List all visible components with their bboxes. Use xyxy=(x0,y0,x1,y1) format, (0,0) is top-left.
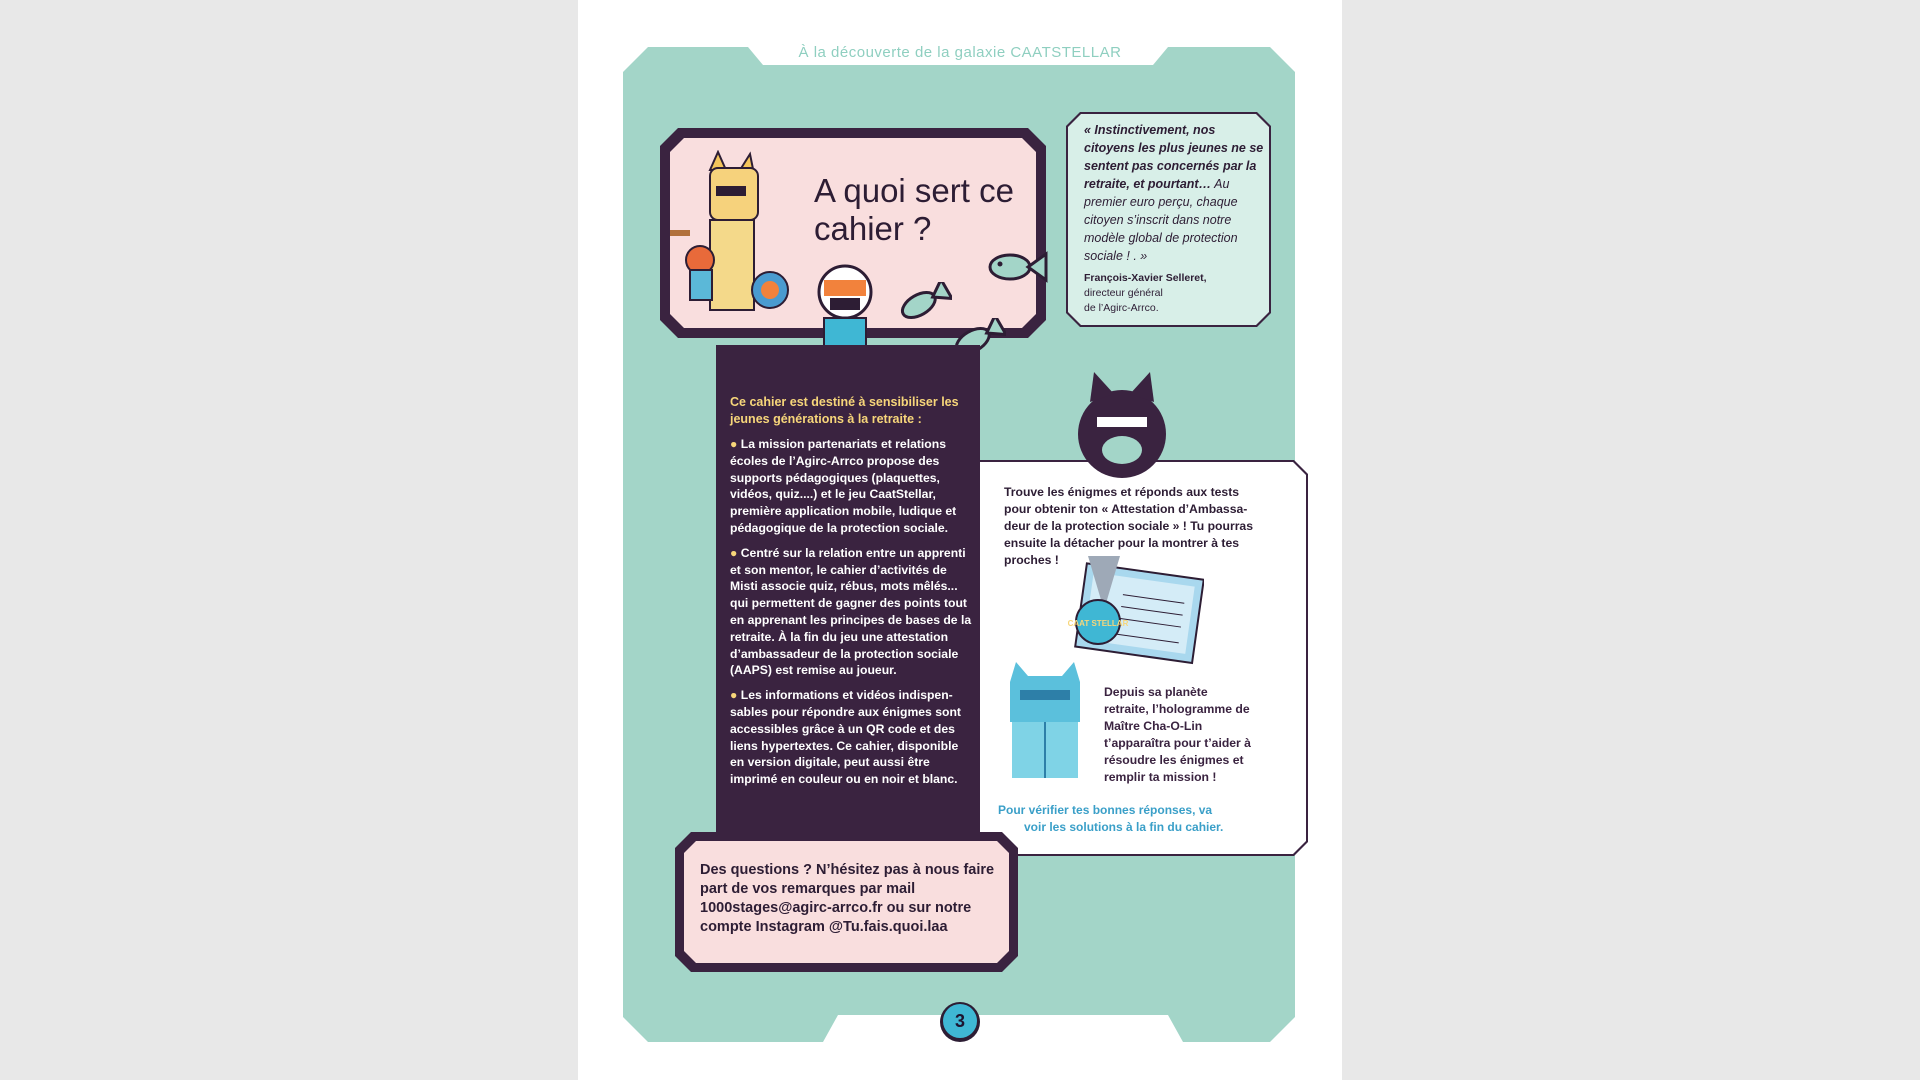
cat-with-glasses-icon xyxy=(1072,372,1172,482)
bullet-dot-icon: ● xyxy=(730,688,741,703)
column-intro: Ce cahier est destiné à sensibiliser les jeunes générations à la retraite : xyxy=(730,395,959,426)
bullet-dot-icon: ● xyxy=(730,437,741,451)
list-item: ● La mission partenariats et relations écoles de l’Agirc-Arrco propose des supports pédagogiques (plaquettes, vidéos, quiz....) et le jeu CaatStellar, première application mobile, ludique et pédagogique de la protection sociale. xyxy=(730,437,957,535)
quote-bold-part: « Instinctivement, nos citoyens les plus jeunes ne se sentent pas concernés par la retraite, et pourtant… xyxy=(1084,123,1264,191)
quote-text xyxy=(1084,121,1264,265)
fish-icon xyxy=(896,282,952,322)
page-number: 3 xyxy=(943,1004,977,1038)
verify-answers-text: Pour vérifier tes bonnes réponses, va voir les solutions à la fin du cahier. xyxy=(998,803,1224,834)
bullet-dot-icon: ● xyxy=(730,545,741,560)
astronaut-cats-illustration xyxy=(670,150,820,330)
document-page xyxy=(578,0,1342,1080)
hologram-master-cat-icon xyxy=(1004,662,1086,778)
column-bullet-list xyxy=(730,436,975,796)
quote-author-role: directeur général xyxy=(1084,287,1163,299)
list-item: ● Les informations et vidéos indispen-sables pour répondre aux énigmes sont accessibles grâce à un QR code et des liens hypertextes. Ce cahier, disponible en version digitale, peut aussi être imprimé en couleur ou en noir et blanc. xyxy=(730,688,961,787)
quote-author-org: de l’Agirc-Arrco. xyxy=(1084,302,1159,314)
quote-author-name: François-Xavier Selleret, xyxy=(1084,272,1207,284)
page-title: A quoi sert ce cahier ? xyxy=(814,172,1014,247)
astronaut-cat-icon xyxy=(810,262,880,350)
list-item: ● Centré sur la relation entre un apprenti et son mentor, le cahier d’activités de Misti associe quiz, rébus, mots mêlés... qui permettent de gagner des points tout en apprenant les principes de bases de la retraite. À la fin du jeu une attestation d’ambassadeur de la protection sociale (AAPS) est remise au joueur. xyxy=(730,545,972,678)
fish-icon xyxy=(988,250,1048,284)
hologram-text: Depuis sa planète retraite, l’hologramme de Maître Cha-O-Lin t’apparaîtra pour t’aider à résoudre les énigmes et remplir ta mission ! xyxy=(1104,685,1251,784)
quote-rest: Au premier euro perçu, chaque citoyen s’inscrit dans notre modèle global de protection sociale ! . » xyxy=(1084,177,1238,263)
medal-label: CAAT STELLAR xyxy=(1067,619,1129,628)
questions-text: Des questions ? N’hésitez pas à nous faire part de vos remarques par mail 1000stages@agirc-arrco.fr ou sur notre compte Instagram @Tu.fais.quoi.laa xyxy=(700,862,995,935)
page-header-title: À la découverte de la galaxie CAATSTELLAR xyxy=(798,44,1122,61)
certificate-medal-illustration xyxy=(1058,556,1204,676)
instructions-text: Trouve les énigmes et réponds aux tests pour obtenir ton « Attestation d’Ambassa-deur de la protection sociale » ! Tu pourras ensuite la détacher pour la montrer à tes proches ! xyxy=(1004,485,1253,567)
quote-author xyxy=(1084,271,1264,316)
